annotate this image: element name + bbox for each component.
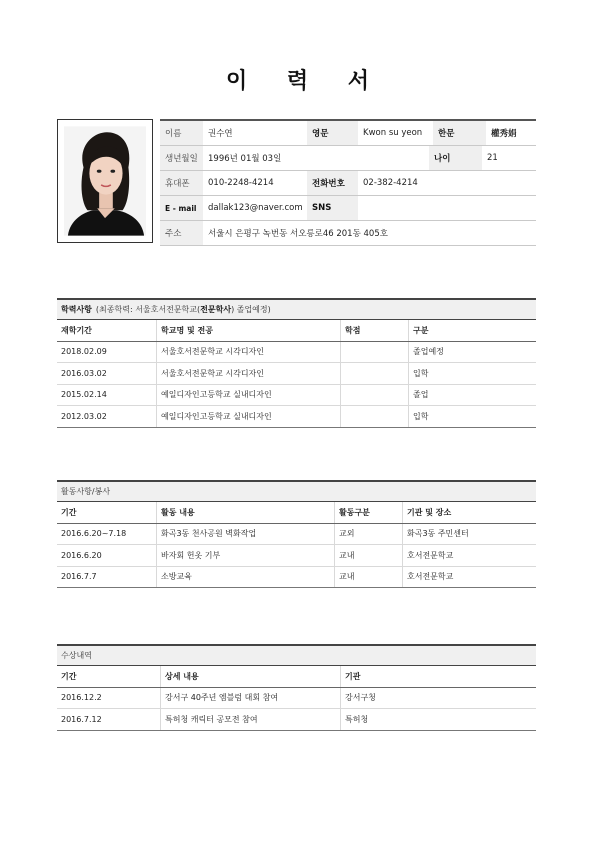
awards-column-headers [57,666,536,688]
activities-col-category: 활동구분 [335,502,403,523]
email-value: dallak123@naver.com [208,203,303,213]
english-name-label: 영문 [307,121,358,145]
awards-col-org: 기관 [345,671,361,681]
education-col-period: 재학기간 [57,320,157,341]
awards-col-period: 기간 [57,666,161,687]
personal-info-table [160,119,536,246]
activities-col-content: 활동 내용 [157,502,335,523]
awards-cell-period: 2016.12.2 [57,688,161,709]
education-cell-credit [341,385,409,406]
activities-cell-place: 호서전문학교 [407,572,454,582]
info-row-address [160,221,536,246]
education-cell-type: 졸업예정 [413,347,444,357]
activities-col-period: 기간 [57,502,157,523]
activities-cell-place: 호서전문학교 [407,550,454,560]
activities-cell-content: 바자회 헌옷 기부 [157,545,335,566]
activities-cell-content: 소방교육 [157,567,335,588]
awards-col-detail: 상세 내용 [161,666,341,687]
phone-value: 02-382-4214 [363,178,418,188]
sns-label: SNS [307,196,358,220]
awards-cell-detail: 강서구 40주년 엠블럼 대회 참여 [161,688,341,709]
awards-section [57,644,536,731]
age-label: 나이 [429,146,482,170]
birth-label: 생년월일 [160,146,203,170]
activities-cell-category: 교외 [335,524,403,545]
education-note-suffix: ) 졸업예정) [231,305,271,314]
table-row [57,567,536,589]
education-column-headers [57,320,536,342]
age-value: 21 [487,153,498,163]
sns-value [358,196,536,220]
table-row [57,545,536,567]
table-row [57,709,536,731]
education-cell-credit [341,406,409,427]
education-cell-school: 서울호서전문학교 시각디자인 [157,342,341,363]
education-cell-school: 서울호서전문학교 시각디자인 [157,363,341,384]
education-note-degree: 전문학사 [200,305,232,314]
activities-cell-period: 2016.6.20~7.18 [57,524,157,545]
activities-column-headers [57,502,536,524]
activities-cell-content: 화곡3동 천사공원 벽화작업 [157,524,335,545]
awards-header [57,644,536,666]
activities-cell-period: 2016.7.7 [57,567,157,588]
activities-cell-category: 교내 [335,545,403,566]
email-label: E - mail [160,196,203,220]
education-note-prefix: (최종학력: 서울호서전문학교( [95,305,201,314]
education-cell-type: 입학 [413,411,429,421]
activities-cell-period: 2016.6.20 [57,545,157,566]
activities-cell-category: 교내 [335,567,403,588]
english-name-value: Kwon su yeon [363,128,423,138]
mobile-value: 010-2248-4214 [208,178,274,188]
info-row-phone [160,171,536,196]
awards-cell-detail: 특허청 캐릭터 공모전 참여 [161,709,341,730]
profile-photo-image [64,126,146,236]
mobile-label: 휴대폰 [160,171,203,195]
name-label: 이름 [160,121,203,145]
name-value: 권수연 [208,129,233,139]
education-cell-period: 2012.03.02 [57,406,157,427]
education-cell-period: 2016.03.02 [57,363,157,384]
address-label: 주소 [160,221,203,245]
phone-label: 전화번호 [307,171,358,195]
education-cell-type: 졸업 [413,390,429,400]
info-row-email [160,196,536,221]
hanja-name-label: 한문 [433,121,486,145]
education-cell-school: 예일디자인고등학교 실내디자인 [157,385,341,406]
education-col-credit: 학점 [341,320,409,341]
address-value: 서울시 은평구 녹번동 서오릉로46 201동 405호 [208,229,388,239]
education-cell-credit [341,363,409,384]
table-row [57,688,536,710]
table-row [57,524,536,546]
activities-title: 활동사항/봉사 [61,487,111,496]
activities-section [57,480,536,588]
document-title: 이 력 서 [225,69,386,94]
education-cell-school: 예일디자인고등학교 실내디자인 [157,406,341,427]
table-row [57,406,536,428]
education-col-school: 학교명 및 전공 [157,320,341,341]
education-title: 학력사항 [61,305,92,314]
info-row-birth [160,146,536,171]
awards-cell-period: 2016.7.12 [57,709,161,730]
awards-cell-org: 강서구청 [345,693,376,703]
activities-cell-place: 화곡3동 주민센터 [407,529,469,539]
education-header [57,298,536,320]
activities-header [57,480,536,502]
table-row [57,385,536,407]
activities-col-place: 기관 및 장소 [407,507,452,517]
education-col-type: 구분 [413,325,429,335]
awards-cell-org: 특허청 [345,714,369,724]
table-row [57,363,536,385]
info-row-name [160,121,536,146]
awards-title: 수상내역 [61,651,92,660]
profile-photo [57,119,153,243]
education-cell-credit [341,342,409,363]
table-row [57,342,536,364]
hanja-name-value: 權秀娟 [491,129,517,139]
education-cell-type: 입학 [413,368,429,378]
education-section [57,298,536,428]
birth-value: 1996년 01월 03일 [208,154,282,164]
education-cell-period: 2015.02.14 [57,385,157,406]
education-cell-period: 2018.02.09 [57,342,157,363]
